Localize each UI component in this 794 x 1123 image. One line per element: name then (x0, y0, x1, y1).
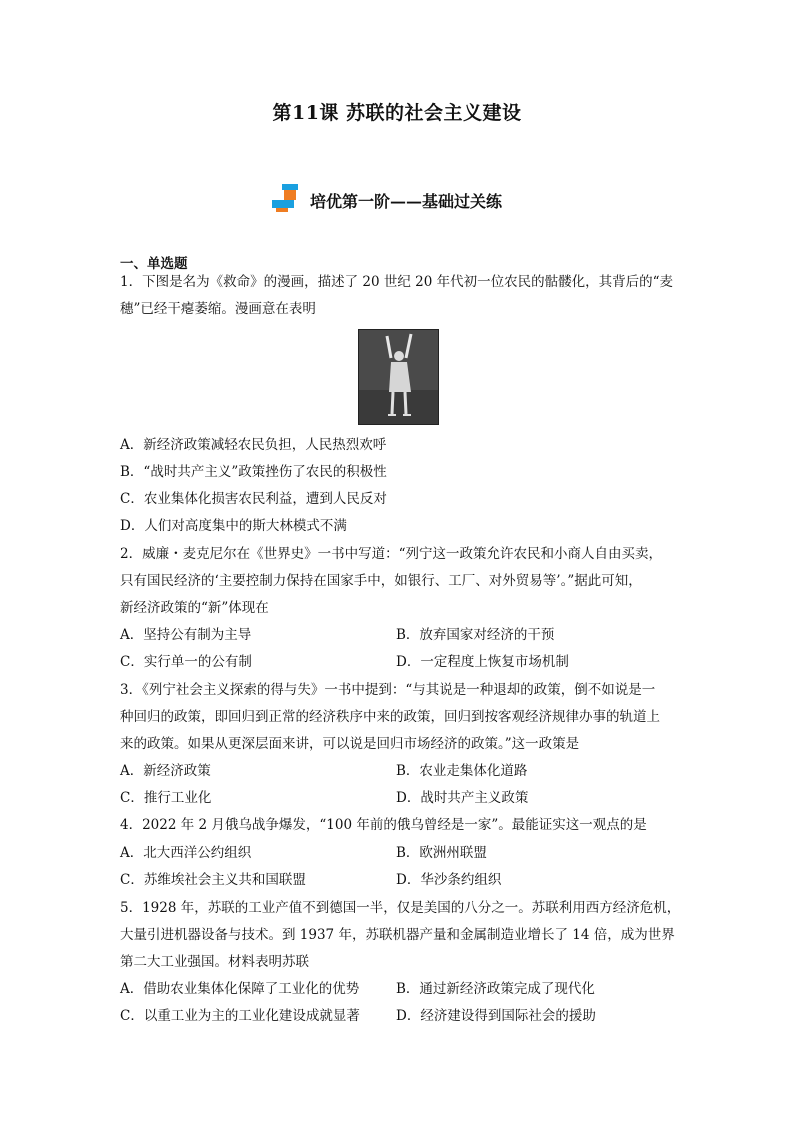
question-1-option-d: D．人们对高度集中的斯大林模式不满 (120, 518, 347, 534)
question-5-option-b: B．通过新经济政策完成了现代化 (396, 981, 595, 997)
banner-title: 培优第一阶——基础过关练 (310, 191, 503, 211)
question-5-line-2: 大量引进机器设备与技术。到 1937 年，苏联机器产量和金属制造业增长了 14 倍，成为世界 (120, 927, 675, 943)
question-3-line-1: 3．《列宁社会主义探索的得与失》一书中提到：“与其说是一种退却的政策，倒不如说是一 (120, 682, 656, 698)
skeleton-farmer-illustration (359, 330, 438, 424)
cartoon-figure-image (358, 329, 439, 425)
question-2-option-a: A．坚持公有制为主导 (120, 627, 252, 643)
question-3-line-2: 种回归的政策，即回归到正常的经济秩序中来的政策，回归到按客观经济规律办事的轨道上 (120, 709, 660, 725)
question-4-line-1: 4．2022 年 2 月俄乌战争爆发，“100 年前的俄乌曾经是一家”。最能证实这一观点的是 (120, 817, 647, 833)
question-1-line-1: 1．下图是名为《救命》的漫画，描述了 20 世纪 20 年代初一位农民的骷髅化，其背后的“麦 (120, 274, 674, 290)
page-title: 第11课 苏联的社会主义建设 (272, 102, 522, 124)
question-5-line-1: 5．1928 年，苏联的工业产值不到德国一半，仅是美国的八分之一。苏联利用西方经济危机， (120, 900, 681, 916)
question-2-line-2: 只有国民经济的‘主要控制力保持在国家手中，如银行、工厂、对外贸易等’。”据此可知， (120, 573, 642, 589)
question-5-option-d: D．经济建设得到国际社会的援助 (396, 1008, 596, 1024)
section-heading: 一、单选题 (120, 256, 188, 272)
question-2-option-d: D．一定程度上恢复市场机制 (396, 654, 569, 670)
question-5-option-a: A．借助农业集体化保障了工业化的优势 (120, 981, 360, 997)
question-4-option-b: B．欧洲州联盟 (396, 845, 487, 861)
question-3-option-b: B．农业走集体化道路 (396, 763, 528, 779)
question-3-option-a: A．新经济政策 (120, 763, 211, 779)
question-1-line-2: 穗”已经干瘪萎缩。漫画意在表明 (120, 301, 316, 317)
question-4-option-c: C．苏维埃社会主义共和国联盟 (120, 872, 306, 888)
question-1-option-b: B．“战时共产主义”政策挫伤了农民的积极性 (120, 464, 387, 480)
question-2-option-b: B．放弃国家对经济的干预 (396, 627, 555, 643)
question-1-option-c: C．农业集体化损害农民利益，遭到人民反对 (120, 491, 387, 507)
question-3-option-d: D．战时共产主义政策 (396, 790, 529, 806)
question-2-line-3: 新经济政策的“新”体现在 (120, 600, 269, 616)
question-4-option-d: D．华沙条约组织 (396, 872, 502, 888)
question-3-option-c: C．推行工业化 (120, 790, 212, 806)
question-4-option-a: A．北大西洋公约组织 (120, 845, 252, 861)
question-3-line-3: 来的政策。如果从更深层面来讲，可以说是回归市场经济的政策。”这一政策是 (120, 736, 580, 752)
question-1-option-a: A．新经济政策减轻农民负担，人民热烈欢呼 (120, 437, 387, 453)
question-2-line-1: 2．威廉・麦克尼尔在《世界史》一书中写道：“列宁这一政策允许农民和小商人自由买卖， (120, 546, 662, 562)
banner-blocks-icon (272, 184, 304, 216)
question-2-option-c: C．实行单一的公有制 (120, 654, 252, 670)
question-5-option-c: C．以重工业为主的工业化建设成就显著 (120, 1008, 360, 1024)
question-5-line-3: 第二大工业强国。材料表明苏联 (120, 954, 309, 970)
section-banner (272, 180, 502, 220)
